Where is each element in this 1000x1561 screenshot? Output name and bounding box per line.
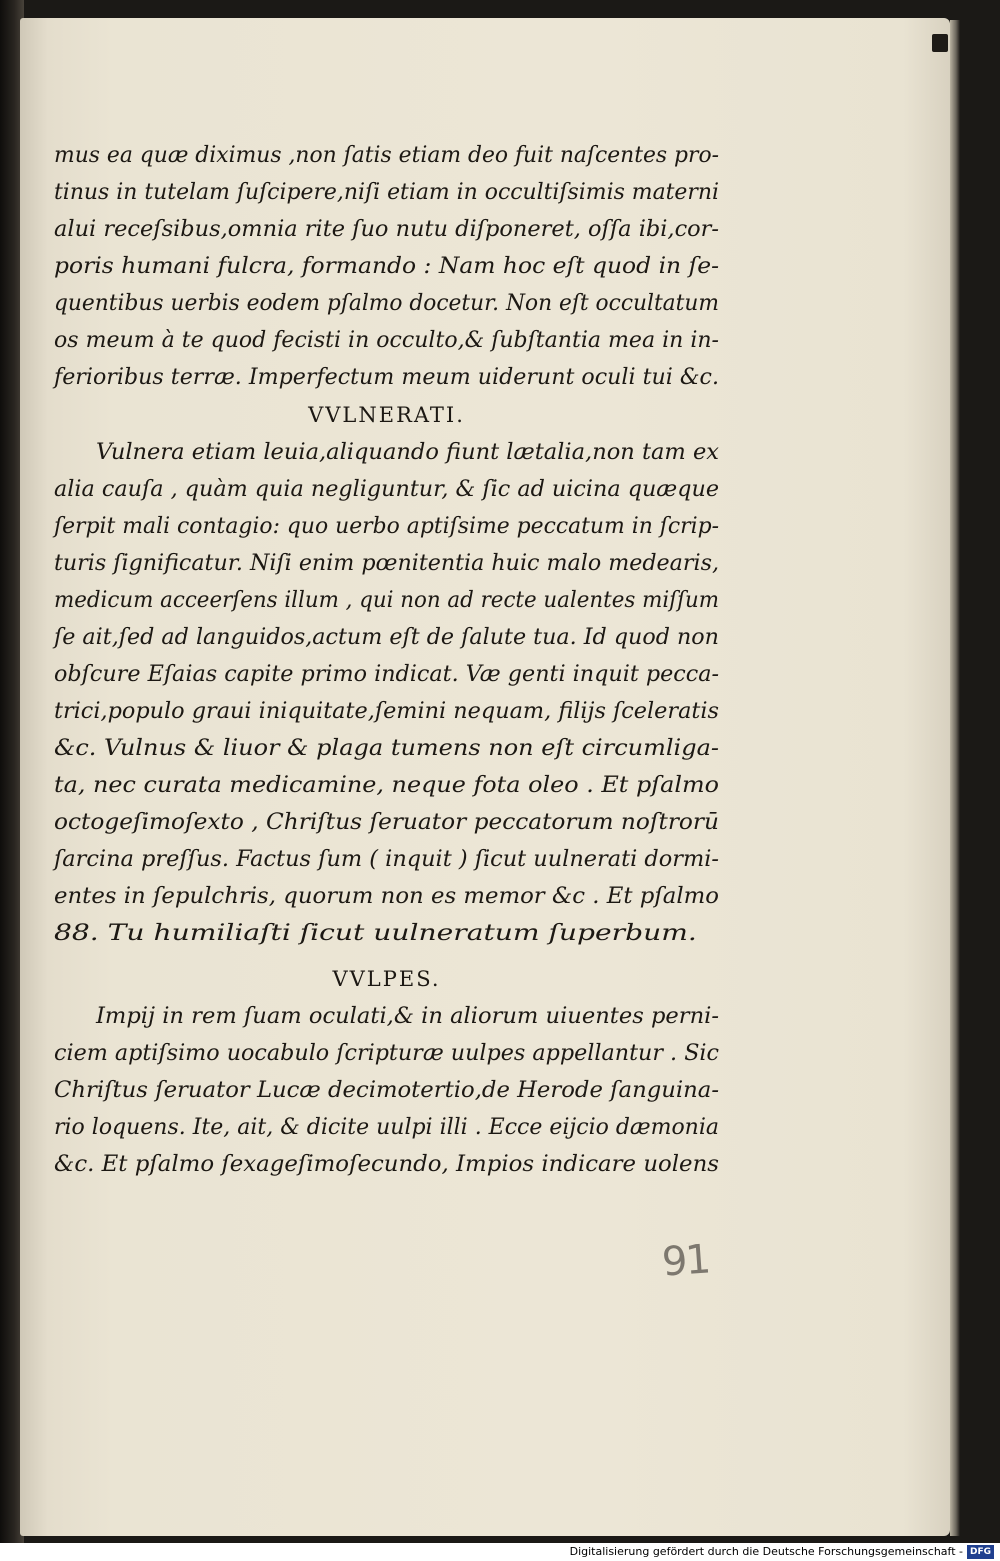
text-line: tinus in tutelam ſuſcipere,niſi etiam in occultiſsimis materni	[54, 179, 719, 205]
text-line: poris humani fulcra, formando : Nam hoc eſt quod in ſe-	[54, 253, 719, 279]
text-line: entes in ſepulchris, quorum non es memor &c . Et pſalmo	[54, 883, 719, 909]
page-text-block	[54, 137, 719, 1183]
text-line: alui receſsibus,omnia rite ſuo nutu diſponeret, oſſa ibi,cor-	[54, 216, 719, 242]
text-line: ferioribus terræ. Imperfectum meum uiderunt oculi tui &c.	[54, 364, 719, 390]
text-line: os meum à te quod fecisti in occulto,& ſubſtantia mea in in-	[54, 327, 719, 353]
text-line: quentibus uerbis eodem pſalmo docetur. Non eſt occultatum	[54, 290, 719, 316]
text-line: rio loquens. Ite, ait, & dicite uulpi illi . Ecce eijcio dæmonia	[54, 1114, 719, 1140]
text-line: 88. Tu humiliaſti ſicut uulneratum ſuperbum.	[54, 920, 697, 946]
text-line: ſerpit mali contagio: quo uerbo aptiſsime peccatum in ſcrip-	[54, 513, 719, 539]
text-line: ta, nec curata medicamine, neque fota oleo . Et pſalmo	[54, 772, 719, 798]
handwritten-folio-number: 91	[660, 1236, 711, 1286]
text-line: ſarcina preſſus. Factus ſum ( inquit ) ſicut uulnerati dormi-	[54, 846, 719, 872]
text-line: octogeſimoſexto , Chriſtus ſeruator peccatorum noſtrorū	[54, 809, 719, 835]
footer-credit-text: Digitalisierung gefördert durch die Deutsche Forschungsgemeinschaft -	[569, 1545, 963, 1558]
paragraph-vulnerati	[54, 434, 719, 952]
spacer	[54, 952, 719, 960]
page-edge-shadow	[950, 20, 960, 1536]
paragraph-vulpes	[54, 998, 719, 1183]
text-line: obſcure Eſaias capite primo indicat. Væ genti inquit pecca-	[54, 661, 719, 687]
digitization-footer	[0, 1543, 1000, 1561]
dfg-logo-icon: DFG	[967, 1545, 994, 1559]
text-line: trici,populo graui iniquitate,ſemini nequam, filijs ſceleratis	[54, 698, 719, 724]
page-corner-tab	[932, 34, 948, 52]
text-line: medicum acceerſens illum , qui non ad recte ualentes miſſum	[54, 587, 719, 613]
text-line: &c. Et pſalmo ſexageſimoſecundo, Impios indicare uolens	[54, 1151, 719, 1177]
text-line: turis ſignificatur. Niſi enim pœnitentia huic malo medearis,	[54, 550, 719, 576]
text-line: alia cauſa , quàm quia negliguntur, & ſic ad uicina quæque	[54, 476, 719, 502]
text-line: Impij in rem ſuam oculati,& in aliorum uiuentes perni-	[96, 1003, 719, 1029]
section-heading-vulpes: VVLPES.	[332, 967, 441, 991]
text-line: &c. Vulnus & liuor & plaga tumens non eſt circumliga-	[54, 735, 719, 761]
text-line: Vulnera etiam leuia,aliquando fiunt lætalia,non tam ex	[96, 439, 719, 465]
text-line: ſe ait,ſed ad languidos,actum eſt de ſalute tua. Id quod non	[54, 624, 719, 650]
section-heading-vulnerati: VVLNERATI.	[308, 403, 465, 427]
text-line: Chriſtus ſeruator Lucæ decimotertio,de Herode ſanguina-	[54, 1077, 719, 1103]
paragraph-1	[54, 137, 719, 396]
text-line: mus ea quæ diximus ,non ſatis etiam deo fuit naſcentes pro-	[54, 142, 719, 168]
text-line: ciem aptiſsimo uocabulo ſcripturæ uulpes appellantur . Sic	[54, 1040, 719, 1066]
